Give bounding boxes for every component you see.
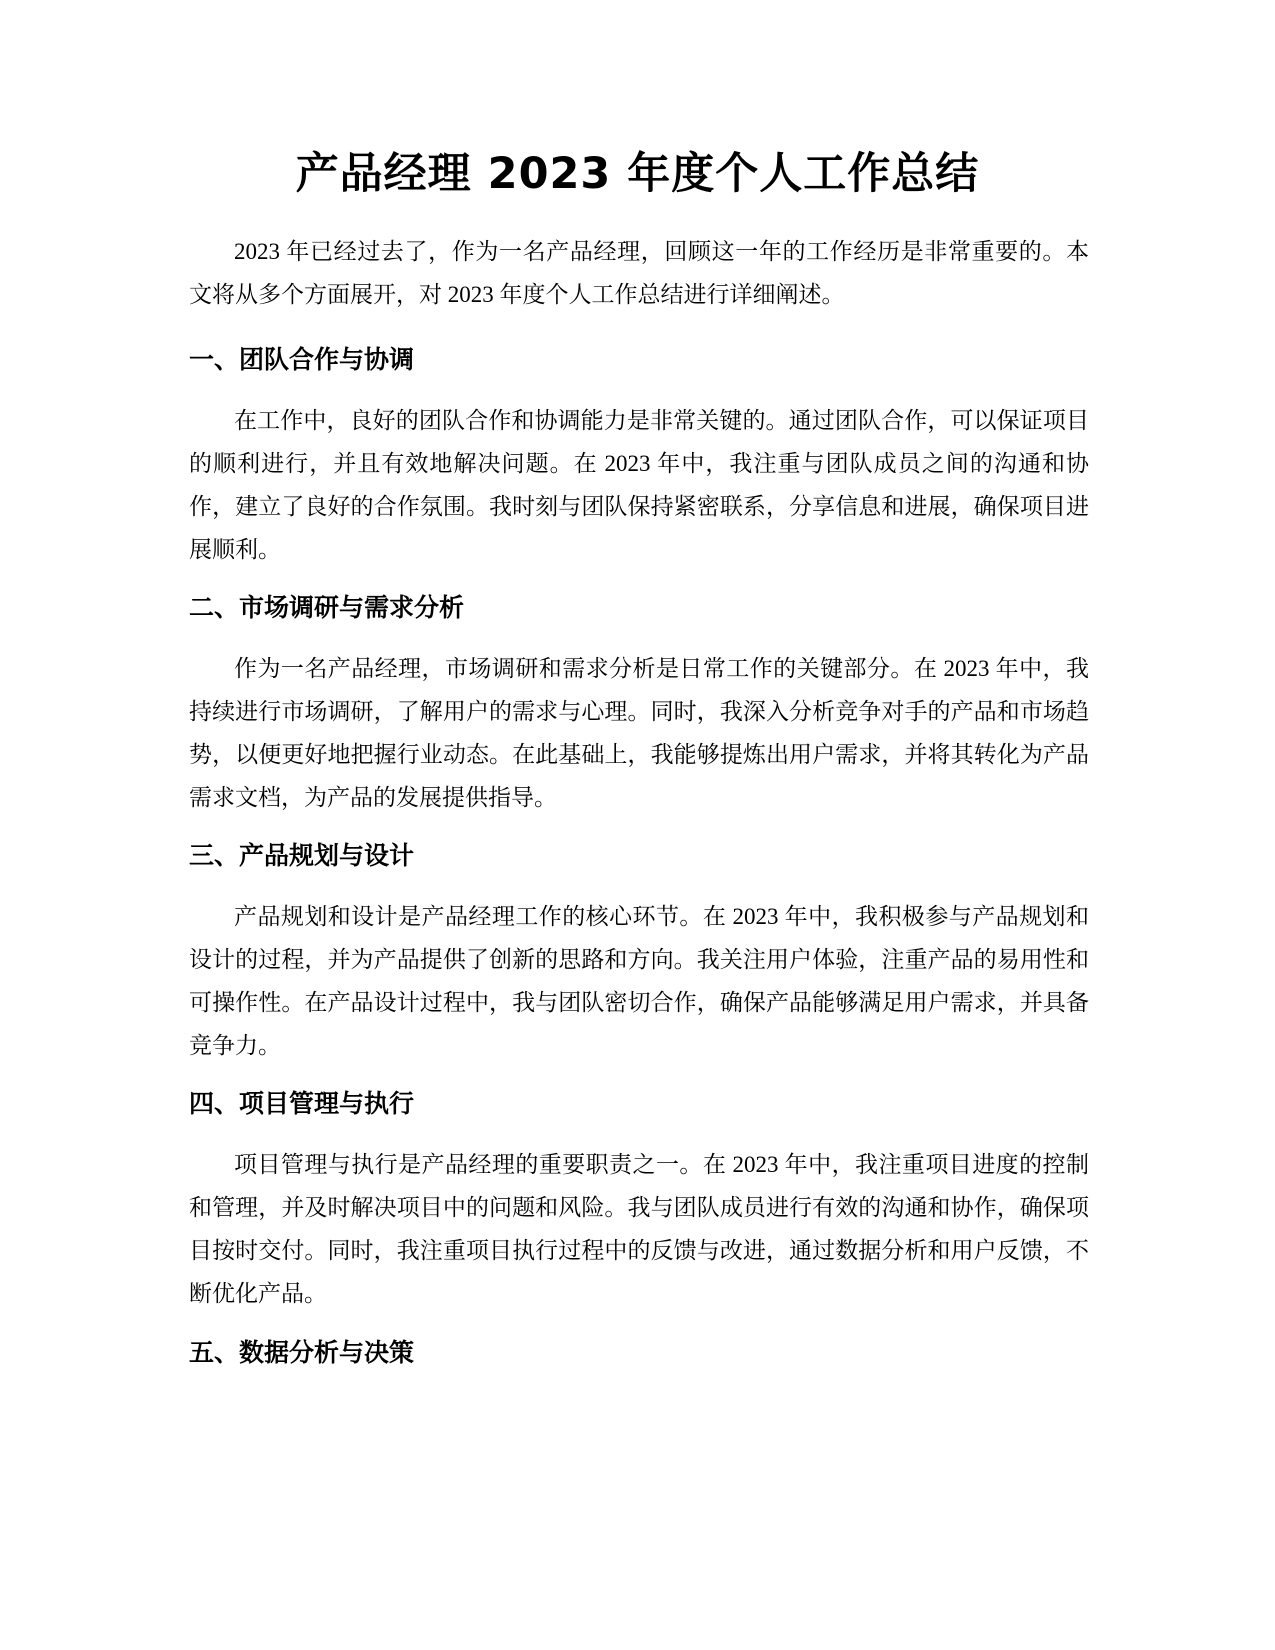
section-body-4: 项目管理与执行是产品经理的重要职责之一。在 2023 年中，我注重项目进度的控制和管理，并及时解决项目中的问题和风险。我与团队成员进行有效的沟通和协作，确保项目按时交付。同时，我注重项目执行过程中的反馈与改进，通过数据分析和用户反馈，不断优化产品。	[189, 1152, 1089, 1306]
section-heading-4: 四、项目管理与执行	[189, 1089, 415, 1118]
section-body-3: 产品规划和设计是产品经理工作的核心环节。在 2023 年中，我积极参与产品规划和设计的过程，并为产品提供了创新的思路和方向。我关注用户体验，注重产品的易用性和可操作性。在产品设计过程中，我与团队密切合作，确保产品能够满足用户需求，并具备竞争力。	[189, 904, 1089, 1058]
document-title: 产品经理 2023 年度个人工作总结	[295, 149, 980, 199]
intro-paragraph: 2023 年已经过去了，作为一名产品经理，回顾这一年的工作经历是非常重要的。本文将从多个方面展开，对 2023 年度个人工作总结进行详细阐述。	[189, 239, 1089, 307]
section-body-1: 在工作中，良好的团队合作和协调能力是非常关键的。通过团队合作，可以保证项目的顺利进行，并且有效地解决问题。在 2023 年中，我注重与团队成员之间的沟通和协作，建立了良好的合作氛围。我时刻与团队保持紧密联系，分享信息和进展，确保项目进展顺利。	[189, 408, 1089, 562]
section-heading-1: 一、团队合作与协调	[189, 345, 415, 374]
section-heading-5: 五、数据分析与决策	[189, 1338, 415, 1367]
section-body-2: 作为一名产品经理，市场调研和需求分析是日常工作的关键部分。在 2023 年中，我持续进行市场调研，了解用户的需求与心理。同时，我深入分析竞争对手的产品和市场趋势，以便更好地把握行业动态。在此基础上，我能够提炼出用户需求，并将其转化为产品需求文档，为产品的发展提供指导。	[189, 656, 1089, 810]
section-heading-3: 三、产品规划与设计	[189, 841, 415, 870]
section-heading-2: 二、市场调研与需求分析	[189, 593, 465, 622]
